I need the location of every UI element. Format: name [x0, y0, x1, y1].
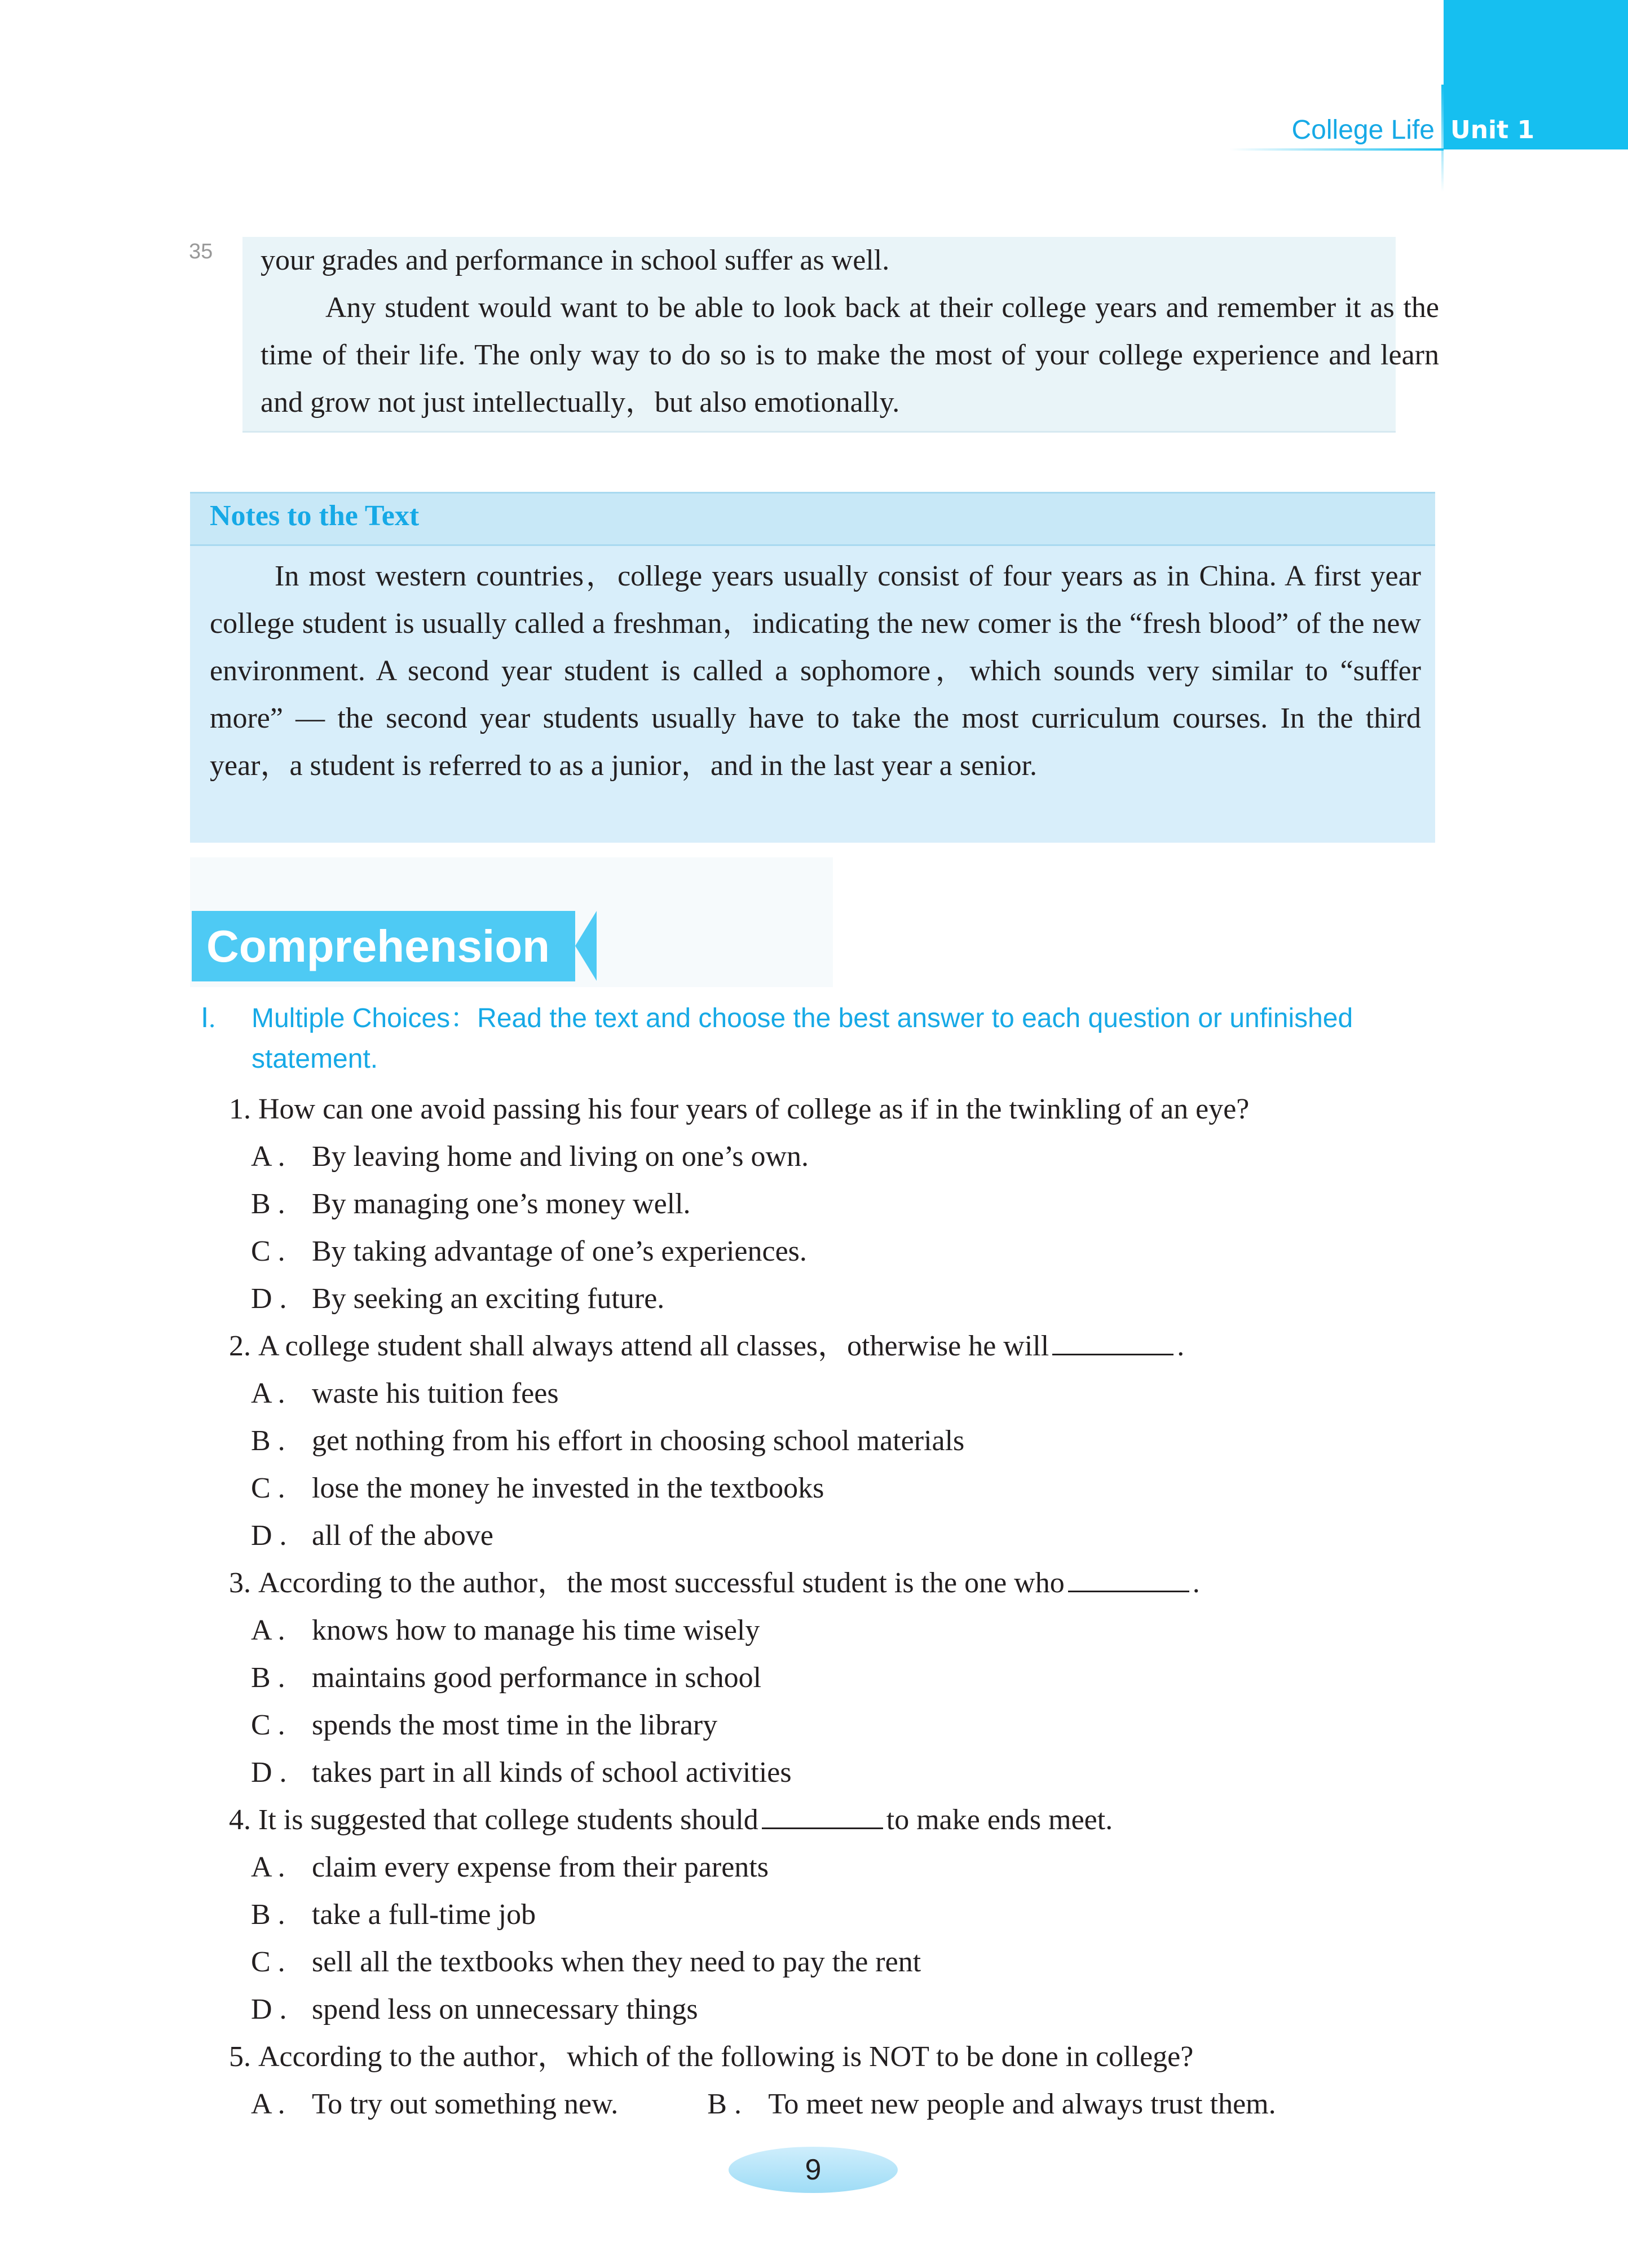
- reading-paragraph: your grades and performance in school suffer as well.: [261, 244, 890, 276]
- section-heading: Comprehension: [206, 921, 550, 971]
- answer-blank[interactable]: [1068, 1561, 1189, 1592]
- option-letter: D .: [251, 1993, 287, 2025]
- question-number: 1.: [229, 1093, 251, 1125]
- stem-text: According to the author，the most successful student is the one who: [258, 1567, 1065, 1599]
- header-vertical-divider: [1441, 85, 1444, 192]
- stem-text: .: [1177, 1330, 1185, 1362]
- option-letter: A .: [251, 1377, 285, 1410]
- option-letter: D .: [251, 1520, 287, 1552]
- question-number: 2.: [229, 1330, 251, 1362]
- option[interactable]: [203, 1844, 1444, 1891]
- question-stem: [258, 1796, 1113, 1844]
- question-2: [203, 1323, 1444, 1370]
- option-text: get nothing from his effort in choosing school materials: [312, 1425, 965, 1457]
- option[interactable]: [203, 1891, 1444, 1939]
- question-number: 5.: [229, 2041, 251, 2073]
- question-stem: How can one avoid passing his four years of college as if in the twinkling of an eye?: [258, 1093, 1250, 1125]
- option-pair: [203, 2081, 1444, 2128]
- question-4: [203, 1796, 1444, 1844]
- option-text: waste his tuition fees: [312, 1377, 559, 1410]
- option-letter: B .: [251, 1662, 285, 1694]
- option[interactable]: [203, 1749, 1444, 1796]
- stem-text: A college student shall always attend all classes，otherwise he will: [258, 1330, 1049, 1362]
- option[interactable]: [203, 1275, 1444, 1323]
- option-text: To meet new people and always trust them.: [768, 2088, 1276, 2120]
- question-1: [203, 1086, 1444, 1133]
- stem-text: .: [1192, 1567, 1200, 1599]
- option[interactable]: [203, 1370, 1444, 1417]
- option-text: By leaving home and living on one’s own.: [312, 1140, 809, 1173]
- instruction-text: Multiple Choices：Read the text and choose the best answer to each question or unfinished statement.: [252, 1003, 1353, 1074]
- question-list: [203, 1086, 1444, 2128]
- option-letter: A .: [251, 1140, 285, 1173]
- option-text: takes part in all kinds of school activities: [312, 1756, 792, 1789]
- option-text: lose the money he invested in the textbooks: [312, 1472, 824, 1504]
- page-number: 9: [805, 2154, 822, 2186]
- option-letter: A .: [251, 1851, 285, 1883]
- option-letter: D .: [251, 1756, 287, 1789]
- option-text: By managing one’s money well.: [312, 1188, 691, 1220]
- option-text: claim every expense from their parents: [312, 1851, 769, 1883]
- option[interactable]: [203, 1986, 1444, 2033]
- option[interactable]: [203, 1939, 1444, 1986]
- option-text: By seeking an exciting future.: [312, 1283, 665, 1315]
- option-text: To try out something new.: [312, 2088, 619, 2120]
- option-letter: D .: [251, 1283, 287, 1315]
- unit-label: Unit 1: [1450, 116, 1535, 144]
- notes-paragraph: In most western countries，college years usually consist of four years as in China. A first year college student is usually called a freshman，indicating the new comer is the “fresh blood” of the new environment. A second year student is called a sophomore，which sounds very similar to “suffer more” — the second year students usually have to take the most curriculum courses. In the third year，a student is referred to as a junior，and in the last year a senior.: [210, 560, 1421, 782]
- question-stem: According to the author，which of the following is NOT to be done in college?: [258, 2041, 1194, 2073]
- notes-title: Notes to the Text: [210, 500, 420, 532]
- option[interactable]: [203, 1702, 1444, 1749]
- option[interactable]: [203, 1417, 1444, 1465]
- stem-text: to make ends meet.: [886, 1804, 1113, 1836]
- header-divider: [1229, 148, 1444, 151]
- question-stem: [258, 1560, 1200, 1607]
- question-number: 4.: [229, 1804, 251, 1836]
- option-letter: C .: [251, 1709, 285, 1741]
- option-letter: B .: [251, 1899, 285, 1931]
- option[interactable]: [203, 1228, 1444, 1275]
- question-stem: [258, 1323, 1184, 1370]
- unit-title: College Life: [1291, 115, 1435, 145]
- section-numeral: Ⅰ.: [201, 1003, 216, 1033]
- stem-text: It is suggested that college students should: [258, 1804, 758, 1836]
- option-text: spend less on unnecessary things: [312, 1993, 698, 2025]
- line-number: 35: [189, 240, 213, 263]
- option-text: knows how to manage his time wisely: [312, 1614, 760, 1646]
- exercise-instruction: [201, 998, 1441, 1080]
- option-text: take a full-time job: [312, 1899, 536, 1931]
- option[interactable]: [251, 2088, 618, 2120]
- option-text: spends the most time in the library: [312, 1709, 718, 1741]
- option[interactable]: [203, 1607, 1444, 1654]
- option-letter: B .: [707, 2088, 742, 2120]
- option[interactable]: [203, 1654, 1444, 1702]
- option-text: sell all the textbooks when they need to pay the rent: [312, 1946, 921, 1978]
- option[interactable]: [707, 2081, 1276, 2128]
- answer-blank[interactable]: [1052, 1324, 1173, 1355]
- option-letter: A .: [251, 1614, 285, 1646]
- option-text: By taking advantage of one’s experiences.: [312, 1235, 807, 1267]
- option[interactable]: [203, 1181, 1444, 1228]
- reading-passage: [261, 237, 1439, 426]
- option-letter: C .: [251, 1235, 285, 1267]
- option[interactable]: [203, 1465, 1444, 1512]
- option-letter: B .: [251, 1188, 285, 1220]
- reading-paragraph: Any student would want to be able to look back at their college years and remember it as the time of their life. The only way to do so is to make the most of your college experience and learn and grow not just intellectually，but also emotionally.: [261, 292, 1439, 419]
- notes-body: [210, 553, 1421, 790]
- question-number: 3.: [229, 1567, 251, 1599]
- option-letter: C .: [251, 1472, 285, 1504]
- option-letter: C .: [251, 1946, 285, 1978]
- option[interactable]: [203, 1512, 1444, 1560]
- option-text: all of the above: [312, 1520, 493, 1552]
- option-letter: B .: [251, 1425, 285, 1457]
- answer-blank[interactable]: [762, 1798, 883, 1829]
- option[interactable]: [203, 1133, 1444, 1181]
- question-5: [203, 2033, 1444, 2081]
- option-letter: A .: [251, 2088, 285, 2120]
- banner-arrow-icon: [575, 911, 597, 981]
- option-text: maintains good performance in school: [312, 1662, 762, 1694]
- question-3: [203, 1560, 1444, 1607]
